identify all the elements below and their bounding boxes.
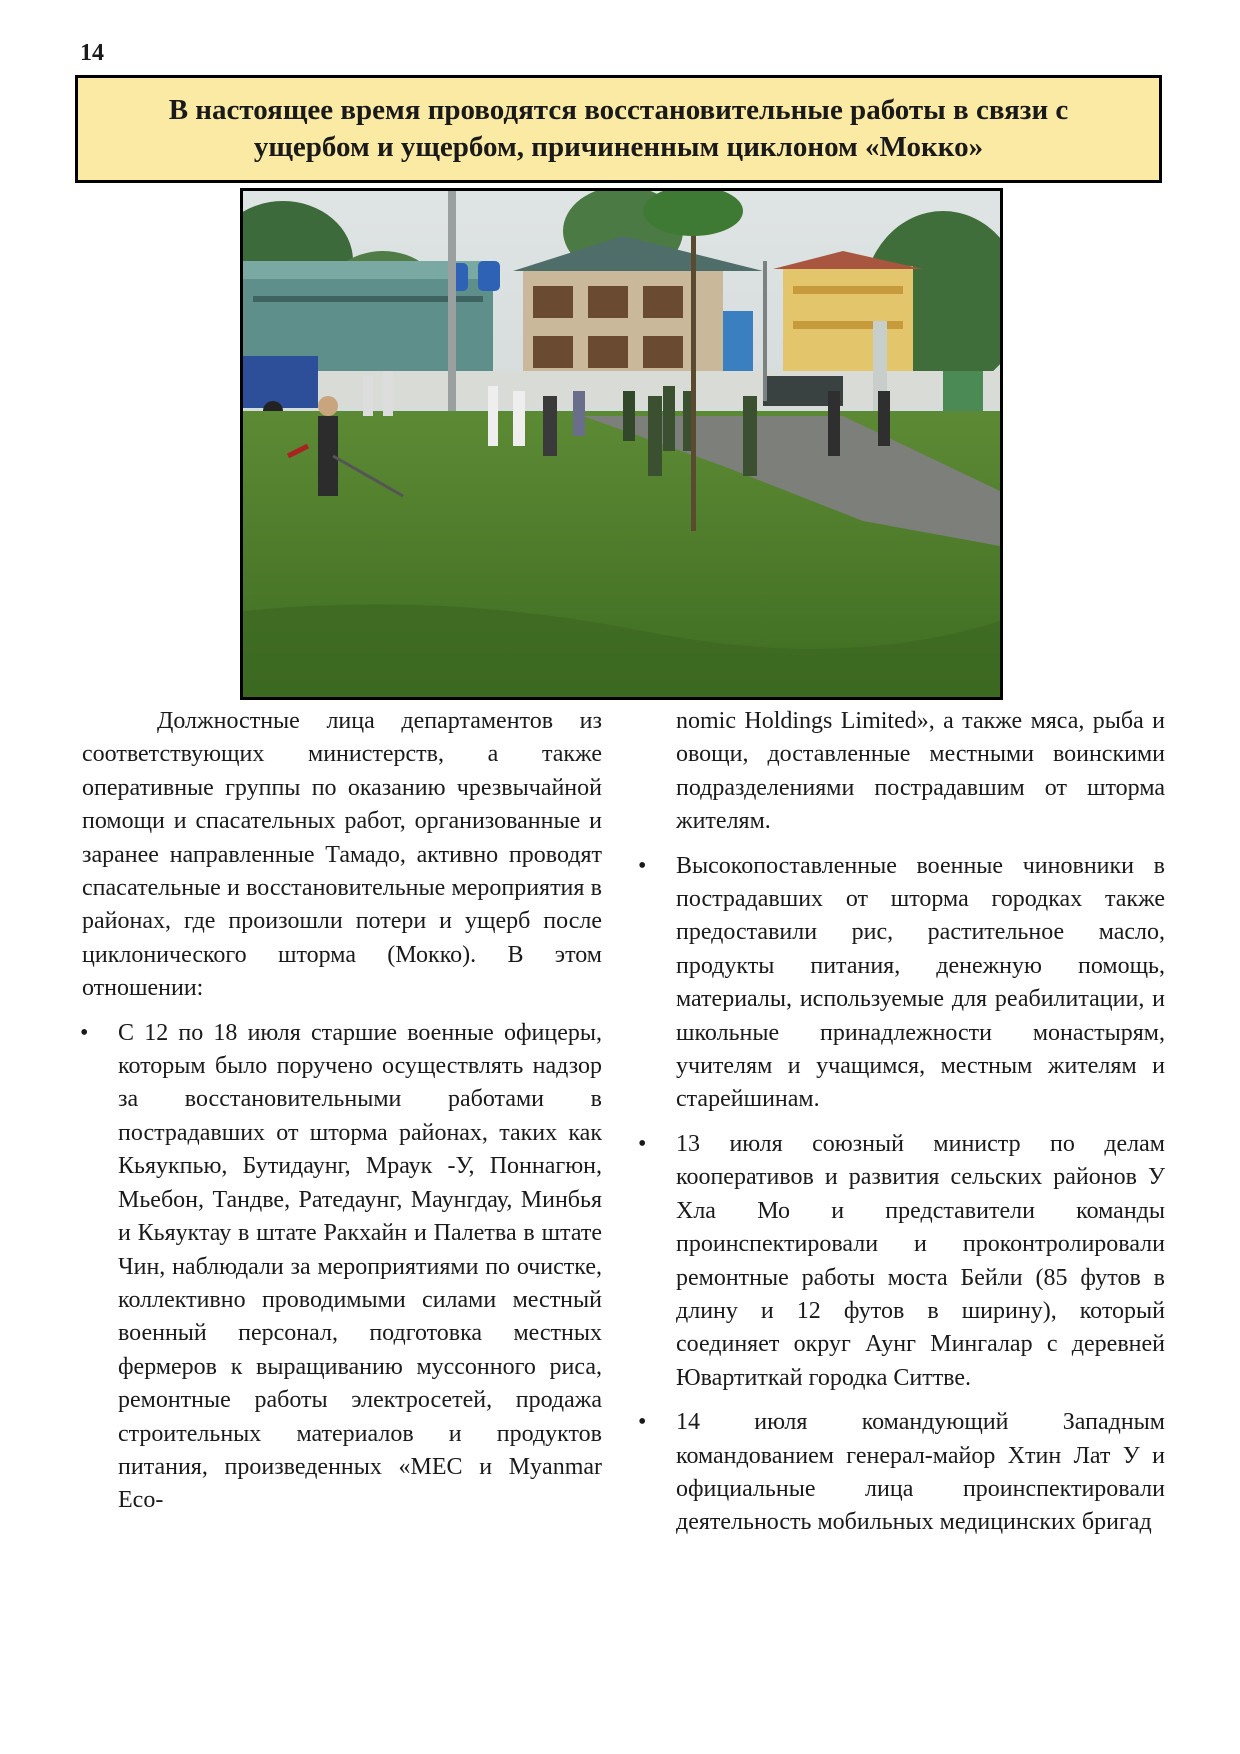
continuation-paragraph: nomic Holdings Limited», а также мяса, рыба и овощи, доставленные местными воинскими подразделениями пострадавшим от шторма жителям. — [676, 708, 1165, 835]
article-title-box — [75, 75, 1162, 183]
bullet-item-1: • С 12 по 18 июля старшие военные офицеры, которым было поручено осуществлять надзор за восстановительными работами в пострадавших от шторма районах, таких как Кьяукпью, Бутидаунг, Мраук -У, Поннагюн, Мьебон, Тандве, Ратедаунг, Маунгдау, Минбья и Кьяуктау в штате Ракхайн и Палетва в штате Чин, наблюдали за мероприятиями по очистке, коллективно проводимыми силами местный военный персонал, подготовка местных фермеров к выращиванию муссонного риса, ремонтные работы электросетей, продажа строительных материалов и продуктов питания, произведенных «MEC и Myanmar Eco- — [82, 1017, 602, 1518]
bullet-item-2: • Высокопоставленные военные чиновники в пострадавших от шторма городках также предоставили рис, растительное масло, продукты питания, денежную помощь, материалы, используемые для реабилитации, и школьные принадлежности монастырям, учителям и учащимся, местным жителям и старейшинам. — [640, 850, 1165, 1117]
page-number: 14 — [80, 40, 104, 66]
bullet-item-3: • 13 июля союзный министр по делам кооперативов и развития сельских районов У Хла Мо и представители команды проинспектировали и проконтролировали ремонтные работы моста Бейли (85 футов в длину и 12 футов в ширину), который соединяет округ Аунг Мингалар с деревней Ювартиткай городка Ситтве. — [640, 1128, 1165, 1395]
left-column — [82, 705, 602, 1518]
intro-paragraph: Должностные лица департаментов из соответствующих министерств, а также оперативные группы по оказанию чрезвычайной помощи и спасательных работ, организованные и заранее направленные Тамадо, активно проводят спасательные и восстановительные мероприятия в районах, где произошли потери и ущерб после циклонического шторма (Мокко). В этом отношении: — [82, 708, 602, 1002]
left-bullet-list — [82, 1017, 602, 1518]
bullet-item-4: • 14 июля командующий Западным командованием генерал-майор Хтин Лат У и официальные лица проинспектировали деятельность мобильных медицинских бригад — [640, 1406, 1165, 1540]
right-column — [640, 705, 1165, 1540]
right-bullet-list — [640, 850, 1165, 1540]
article-title: В настоящее время проводятся восстановительные работы в связи с ущербом и ущербом, причиненным циклоном «Мокко» — [168, 94, 1069, 163]
photo-icon — [243, 191, 1000, 697]
article-photo — [240, 188, 1003, 700]
